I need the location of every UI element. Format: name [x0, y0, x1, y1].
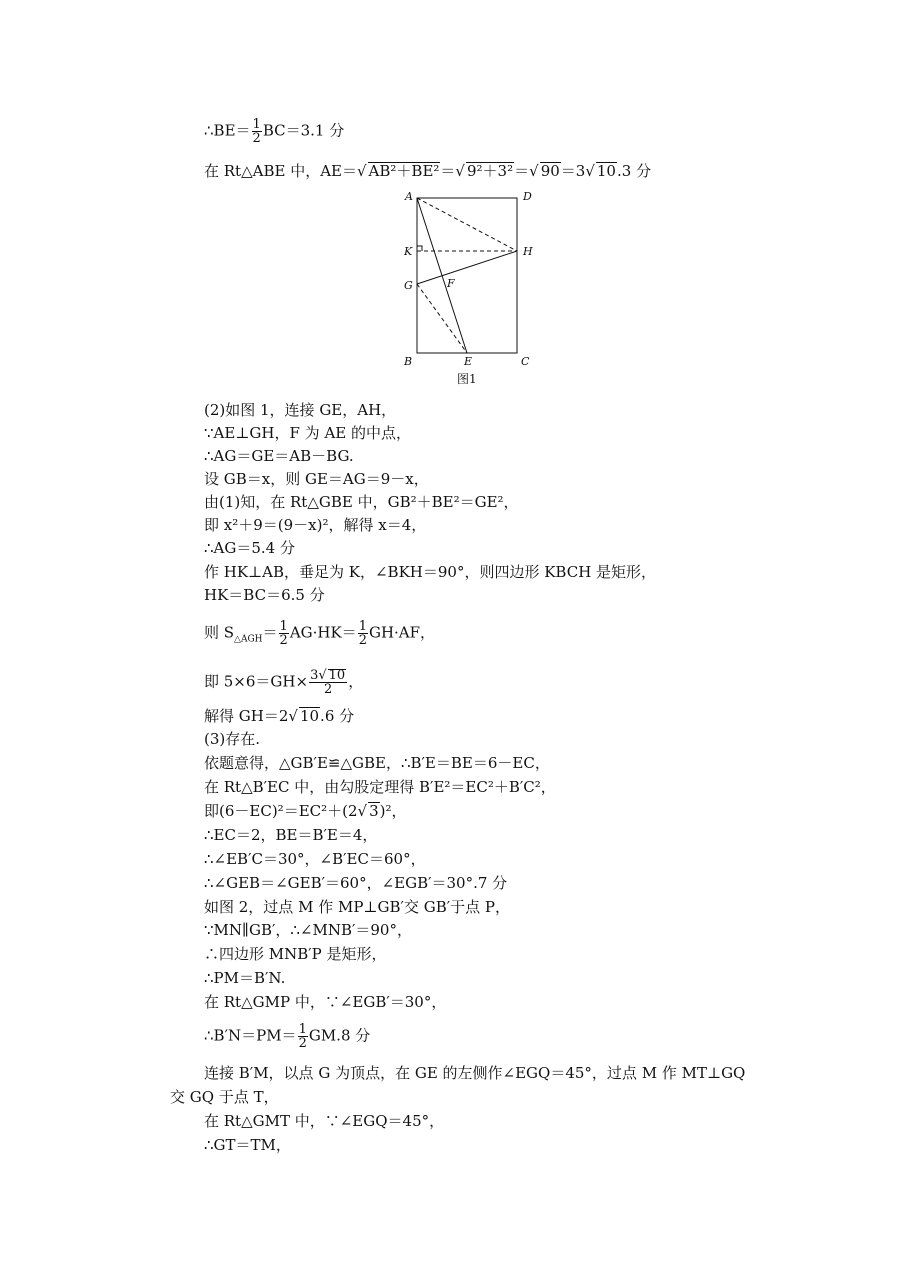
solution-line-31: ∴GT＝TM， — [204, 1136, 291, 1154]
solution-line-30: 在 Rt△GMT 中，∵∠EGQ＝45°， — [204, 1112, 445, 1130]
solution-line-6: 设 GB＝x，则 GE＝AG＝9－x， — [204, 470, 429, 488]
solution-line-26: 在 Rt△GMP 中，∵∠EGB′＝30°， — [204, 993, 447, 1011]
label-g: G — [404, 279, 413, 292]
label-b: B — [404, 355, 413, 368]
solution-line-13: 即 5×6＝GH× $\frac{3√ 10}{2}$ ， — [204, 668, 364, 697]
solution-line-22: 如图 2，过点 M 作 MP⊥GB′交 GB′于点 P， — [204, 898, 510, 916]
geometry-figure-1 — [395, 186, 545, 391]
fraction: $\frac{1}{2}$ — [252, 117, 261, 146]
label-e: E — [464, 355, 473, 368]
label-c: C — [521, 355, 530, 368]
solution-line-24: ∴四边形 MNB′P 是矩形， — [204, 945, 387, 963]
solution-line-8: 即 x²＋9＝(9－x)²，解得 x＝4， — [204, 516, 427, 534]
fraction: $\frac{1}{2}$ — [358, 619, 367, 648]
solution-line-25: ∴PM＝B′N. — [204, 969, 286, 987]
radical-sign: √ — [356, 162, 367, 180]
solution-line-29: 交 GQ 于点 T， — [170, 1088, 279, 1106]
label-h: H — [523, 245, 533, 258]
solution-line-14: 解得 GH＝2√ 10.6 分 — [204, 707, 355, 725]
solution-line-21: ∴∠GEB＝∠GEB′＝60°，∠EGB′＝30°.7 分 — [204, 874, 508, 892]
label-a: A — [405, 190, 413, 203]
solution-line-12: 则 $S_{\triangle AGH}=$ $\frac{1}{2}$ AG·HK＝ $\frac{1}{2}$ GH·AF， — [204, 619, 436, 648]
solution-line-18: 即(6－EC)²＝EC²＋(2√ 3)²， — [204, 802, 407, 820]
right-angle-mark — [417, 246, 422, 251]
solution-line-2: 在 Rt△ABE 中，AE＝√ AB²＋BE²＝√ 9²＋3²＝√ 90＝3√ 10.3 分 — [204, 162, 652, 180]
label-k: K — [404, 245, 413, 258]
solution-line-4: ∵AE⊥GH，F 为 AE 的中点， — [204, 424, 411, 442]
rectangle-abcd — [417, 198, 517, 353]
solution-line-5: ∴AG＝GE＝AB－BG. — [204, 447, 354, 465]
solution-line-17: 在 Rt△B′EC 中，由勾股定理得 B′E²＝EC²＋B′C²， — [204, 778, 556, 796]
segment-ge — [417, 284, 467, 353]
figure-caption: 图1 — [457, 372, 477, 386]
fraction: $\frac{1}{2}$ — [298, 1022, 307, 1051]
label-d: D — [523, 190, 532, 203]
fraction: $\frac{3√ 10}{2}$ — [310, 668, 346, 697]
solution-line-9: ∴AG＝5.4 分 — [204, 539, 295, 557]
solution-line-3: (2)如图 1，连接 GE，AH， — [204, 401, 397, 419]
solution-line-10: 作 HK⊥AB，垂足为 K，∠BKH＝90°，则四边形 KBCH 是矩形， — [204, 563, 657, 581]
solution-line-19: ∴EC＝2，BE＝B′E＝4， — [204, 826, 378, 844]
solution-line-27: ∴B′N＝PM＝ $\frac{1}{2}$ GM.8 分 — [204, 1022, 371, 1051]
solution-line-11: HK＝BC＝6.5 分 — [204, 586, 325, 604]
solution-line-1: ∴BE＝ $\frac{1}{2}$ BC＝3.1 分 — [204, 117, 345, 146]
solution-line-23: ∵MN∥GB′，∴∠MNB′＝90°， — [204, 921, 412, 939]
solution-line-7: 由(1)知，在 Rt△GBE 中，GB²＋BE²＝GE²， — [204, 493, 519, 511]
fraction: $\frac{1}{2}$ — [279, 619, 288, 648]
solution-line-15: (3)存在. — [204, 730, 261, 748]
solution-line-28: 连接 B′M，以点 G 为顶点，在 GE 的左侧作∠EGQ＝45°，过点 M 作 MT⊥GQ — [204, 1064, 746, 1082]
segment-gh — [417, 251, 517, 284]
solution-line-16: 依题意得，△GB′E≌△GBE，∴B′E＝BE＝6－EC， — [204, 754, 550, 772]
label-f: F — [447, 277, 455, 290]
solution-line-20: ∴∠EB′C＝30°，∠B′EC＝60°， — [204, 850, 426, 868]
